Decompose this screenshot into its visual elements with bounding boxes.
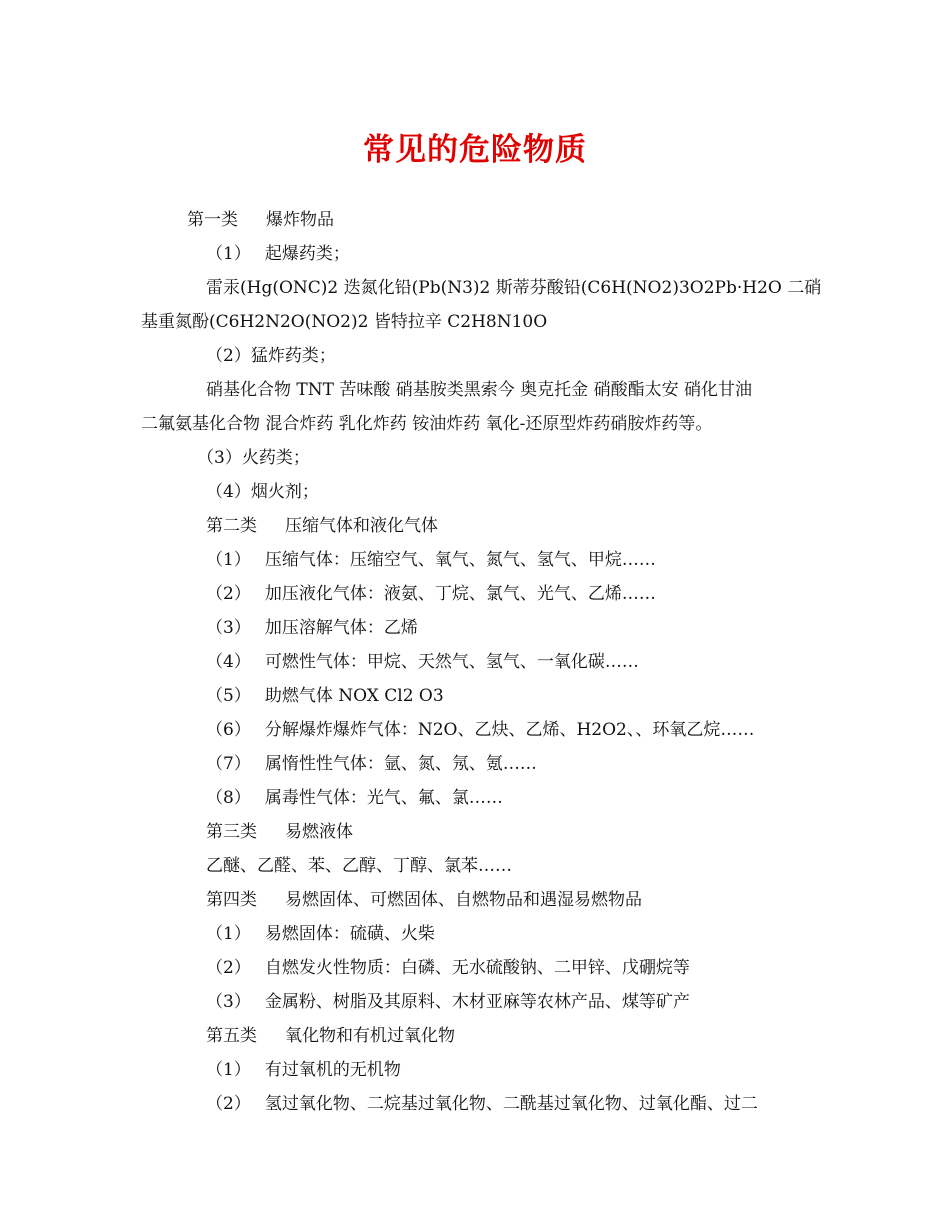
class-2-number: 第二类: [206, 516, 257, 536]
class-5-number: 第五类: [206, 1026, 257, 1046]
item-text: 助燃气体 NOX Cl2 O3: [264, 686, 444, 706]
class-3-heading: [206, 820, 353, 844]
sub-1-number: （1）: [206, 244, 251, 264]
item-text: 属毒性气体：光气、氟、氯……: [264, 788, 503, 808]
class-1-sub-1: [206, 242, 350, 266]
class-1-sub-1-body-line-2: 基重氮酚(C6H2N2O(NO2)2 皆特拉辛 C2H8N10O: [141, 312, 548, 332]
class-2-item: [206, 752, 537, 776]
class-3-body: 乙醚、乙醛、苯、乙醇、丁醇、氯苯……: [206, 856, 512, 876]
item-number: （6）: [206, 720, 251, 740]
item-text: 压缩气体：压缩空气、氧气、氮气、氢气、甲烷……: [264, 550, 656, 570]
item-text: 分解爆炸爆炸气体：N2O、乙炔、乙烯、H2O2、、环氧乙烷……: [264, 720, 755, 740]
page-title: 常见的危险物质: [363, 132, 587, 168]
class-2-item: [206, 548, 656, 572]
class-1-sub-1-body-line-1: 雷汞(Hg(ONC)2 迭氮化铅(Pb(N3)2 斯蒂芬酸铅(C6H(NO2)3O2Pb·H2O 二硝: [206, 278, 822, 298]
class-4-heading: [206, 888, 642, 912]
class-2-item: [206, 650, 639, 674]
class-1-sub-3: （3）火药类；: [197, 448, 310, 468]
item-text: 氢过氧化物、二烷基过氧化物、二酰基过氧化物、过氧化酯、过二: [264, 1094, 758, 1114]
item-text: 易燃固体：硫磺、火柴: [264, 924, 435, 944]
item-number: （3）: [206, 618, 251, 638]
item-number: （1）: [206, 1060, 251, 1080]
item-number: （2）: [206, 958, 251, 978]
item-number: （2）: [206, 584, 251, 604]
item-number: （2）: [206, 1094, 251, 1114]
class-1-sub-4: （4）烟火剂；: [206, 482, 319, 502]
class-1-title: 爆炸物品: [266, 210, 334, 230]
class-2-item: [206, 616, 418, 640]
class-5-item: [206, 1092, 758, 1116]
item-text: 自燃发火性物质：白磷、无水硫酸钠、二甲锌、戊硼烷等: [264, 958, 690, 978]
class-4-item: [206, 956, 690, 980]
item-text: 加压液化气体：液氨、丁烷、氯气、光气、乙烯……: [264, 584, 656, 604]
class-4-item: [206, 990, 690, 1014]
class-1-sub-2-body-line-2: 二氟氨基化合物 混合炸药 乳化炸药 铵油炸药 氧化-还原型炸药硝胺炸药等。: [141, 414, 713, 434]
item-number: （5）: [206, 686, 251, 706]
class-4-title: 易燃固体、可燃固体、自燃物品和遇湿易燃物品: [285, 890, 642, 910]
sub-1-title: 起爆药类；: [264, 244, 350, 264]
class-4-item: [206, 922, 435, 946]
item-number: （7）: [206, 754, 251, 774]
item-text: 加压溶解气体：乙烯: [264, 618, 418, 638]
item-number: （1）: [206, 550, 251, 570]
class-3-number: 第三类: [206, 822, 257, 842]
class-1-heading: [187, 208, 334, 232]
class-5-heading: [206, 1024, 455, 1048]
class-1-sub-2: （2）猛炸药类；: [206, 346, 336, 366]
item-text: 属惰性性气体：氩、氮、氖、氪……: [264, 754, 537, 774]
class-2-item: [206, 684, 444, 708]
class-4-number: 第四类: [206, 890, 257, 910]
class-5-item: [206, 1058, 401, 1082]
class-2-title: 压缩气体和液化气体: [285, 516, 438, 536]
item-text: 可燃性气体：甲烷、天然气、氢气、一氧化碳……: [264, 652, 639, 672]
item-text: 有过氧机的无机物: [264, 1060, 401, 1080]
class-2-item: [206, 718, 754, 742]
item-number: （8）: [206, 788, 251, 808]
class-3-title: 易燃液体: [285, 822, 353, 842]
class-5-title: 氧化物和有机过氧化物: [285, 1026, 455, 1046]
class-1-number: 第一类: [187, 210, 238, 230]
item-text: 金属粉、树脂及其原料、木材亚麻等农林产品、煤等矿产: [264, 992, 690, 1012]
item-number: （1）: [206, 924, 251, 944]
item-number: （4）: [206, 652, 251, 672]
item-number: （3）: [206, 992, 251, 1012]
class-2-item: [206, 582, 656, 606]
class-2-item: [206, 786, 503, 810]
class-2-heading: [206, 514, 438, 538]
class-1-sub-2-body-line-1: 硝基化合物 TNT 苦味酸 硝基胺类黑索今 奥克托金 硝酸酯太安 硝化甘油: [206, 380, 752, 400]
